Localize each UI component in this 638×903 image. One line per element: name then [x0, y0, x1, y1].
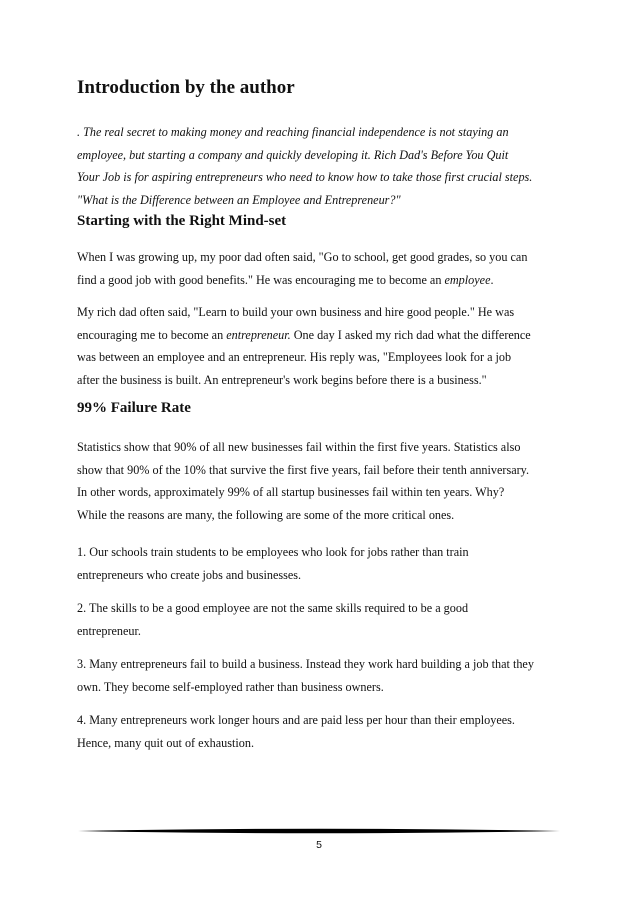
list-item-line: 2. The skills to be a good employee are not the same skills required to be a good	[77, 601, 469, 615]
intro-line: employee, but starting a company and quickly developing it. Rich Dad's Before You Quit	[77, 147, 509, 162]
intro-line: Your Job is for aspiring entrepreneurs who need to know how to take those first crucial steps.	[77, 170, 533, 184]
footer-rule	[78, 828, 560, 834]
text-run: .	[490, 272, 494, 287]
list-item-line: entrepreneur.	[77, 623, 141, 638]
paragraph-line: show that 90% of the 10% that survive the first five years, fail before their tenth anniversary.	[77, 462, 530, 477]
intro-paragraph	[77, 121, 567, 211]
statistics-paragraph	[77, 436, 567, 526]
page-number: 5	[316, 839, 322, 851]
failure-rate-heading: 99% Failure Rate	[77, 400, 191, 416]
text-run: find a good job with good benefits." He was encouraging me to become an	[77, 272, 445, 287]
mindset-paragraph-2	[77, 301, 567, 391]
paragraph-line	[77, 324, 567, 347]
reason-2	[77, 597, 567, 642]
text-run: encouraging me to become an	[77, 327, 227, 342]
paragraph-line: While the reasons are many, the following are some of the more critical ones.	[77, 507, 455, 522]
paragraph-line: was between an employee and an entrepreneur. His reply was, "Employees look for a job	[77, 350, 512, 364]
paragraph-line	[77, 269, 567, 292]
reason-3	[77, 653, 567, 698]
mindset-paragraph-1	[77, 246, 567, 291]
list-item-line: 4. Many entrepreneurs work longer hours and are paid less per hour than their employees.	[77, 713, 515, 727]
paragraph-line: My rich dad often said, "Learn to build your own business and hire good people." He was	[77, 305, 515, 319]
reason-4	[77, 709, 567, 754]
paragraph-line: When I was growing up, my poor dad often said, "Go to school, get good grades, so you can	[77, 250, 528, 264]
intro-line: "What is the Difference between an Employee and Entrepreneur?"	[77, 192, 401, 207]
emphasis-employee: employee	[444, 272, 491, 287]
list-item-line: 3. Many entrepreneurs fail to build a business. Instead they work hard building a job that they	[77, 657, 534, 671]
paragraph-line: after the business is built. An entrepreneur's work begins before there is a business."	[77, 372, 487, 387]
paragraph-line: Statistics show that 90% of all new businesses fail within the first five years. Statistics also	[77, 440, 521, 454]
text-run: One day I asked my rich dad what the difference	[290, 327, 531, 342]
list-item-line: Hence, many quit out of exhaustion.	[77, 735, 255, 750]
list-item-line: own. They become self-employed rather than business owners.	[77, 679, 384, 694]
emphasis-entrepreneur: entrepreneur.	[226, 327, 291, 342]
paragraph-line: In other words, approximately 99% of all startup businesses fail within ten years. Why?	[77, 485, 505, 499]
mindset-heading: Starting with the Right Mind-set	[77, 213, 287, 229]
list-item-line: 1. Our schools train students to be employees who look for jobs rather than train	[77, 545, 469, 559]
intro-line: . The real secret to making money and reaching financial independence is not staying an	[77, 125, 509, 139]
reason-1	[77, 541, 567, 586]
list-item-line: entrepreneurs who create jobs and businesses.	[77, 567, 302, 582]
page-title: Introduction by the author	[77, 77, 295, 98]
